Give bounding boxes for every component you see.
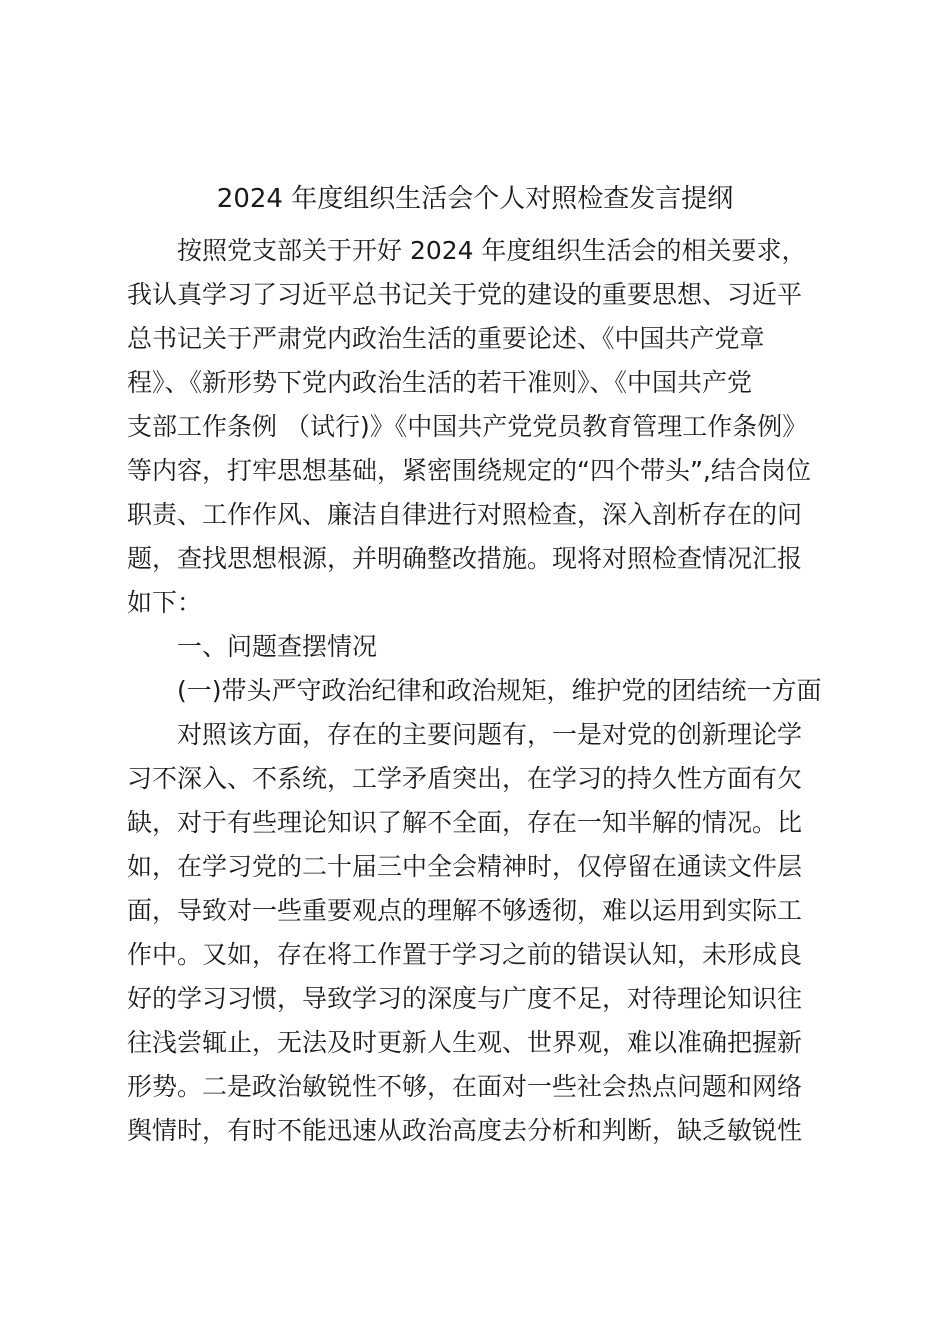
section-heading: 一、问题查摆情况 (177, 632, 378, 661)
subsection-heading: (一)带头严守政治纪律和政治规矩，维护党的团结统一方面 (177, 676, 822, 705)
paragraph-line: 等内容，打牢思想基础，紧密围绕规定的“四个带头”,结合岗位 (127, 456, 811, 485)
paragraph-line: 形势。二是政治敏锐性不够，在面对一些社会热点问题和网络 (127, 1072, 803, 1101)
paragraph-line: 题，查找思想根源，并明确整改措施。现将对照检查情况汇报 (127, 544, 803, 573)
paragraph-line: 面，导致对一些重要观点的理解不够透彻，难以运用到实际工 (127, 896, 803, 925)
paragraph-line: 对照该方面，存在的主要问题有，一是对党的创新理论学 (177, 720, 803, 749)
paragraph-line: 职责、工作作风、廉洁自律进行对照检查，深入剖析存在的问 (127, 500, 803, 529)
document-title: 2024 年度组织生活会个人对照检查发言提纲 (216, 184, 734, 214)
paragraph-line: 如下： (127, 588, 203, 617)
paragraph-line: 如，在学习党的二十届三中全会精神时，仅停留在通读文件层 (127, 852, 803, 881)
paragraph-line: 习不深入、不系统，工学矛盾突出，在学习的持久性方面有欠 (127, 764, 803, 793)
paragraph-line: 总书记关于严肃党内政治生活的重要论述、《中国共产党章 (127, 324, 765, 353)
paragraph-line: 作中。又如，存在将工作置于学习之前的错误认知，未形成良 (127, 940, 803, 969)
paragraph-line: 缺，对于有些理论知识了解不全面，存在一知半解的情况。比 (127, 808, 803, 837)
paragraph-line: 我认真学习了习近平总书记关于党的建设的重要思想、习近平 (127, 280, 803, 309)
paragraph-line: 往浅尝辄止，无法及时更新人生观、世界观，难以准确把握新 (127, 1028, 803, 1057)
paragraph-line: 程》、《新形势下党内政治生活的若干准则》、《中国共产党 (127, 368, 753, 397)
paragraph-line: 按照党支部关于开好 2024 年度组织生活会的相关要求， (177, 236, 807, 265)
paragraph-line: 支部工作条例 （试行)》《中国共产党党员教育管理工作条例》 (127, 412, 808, 441)
paragraph-line: 舆情时，有时不能迅速从政治高度去分析和判断，缺乏敏锐性 (127, 1116, 803, 1145)
paragraph-line: 好的学习习惯，导致学习的深度与广度不足，对待理论知识往 (127, 984, 803, 1013)
